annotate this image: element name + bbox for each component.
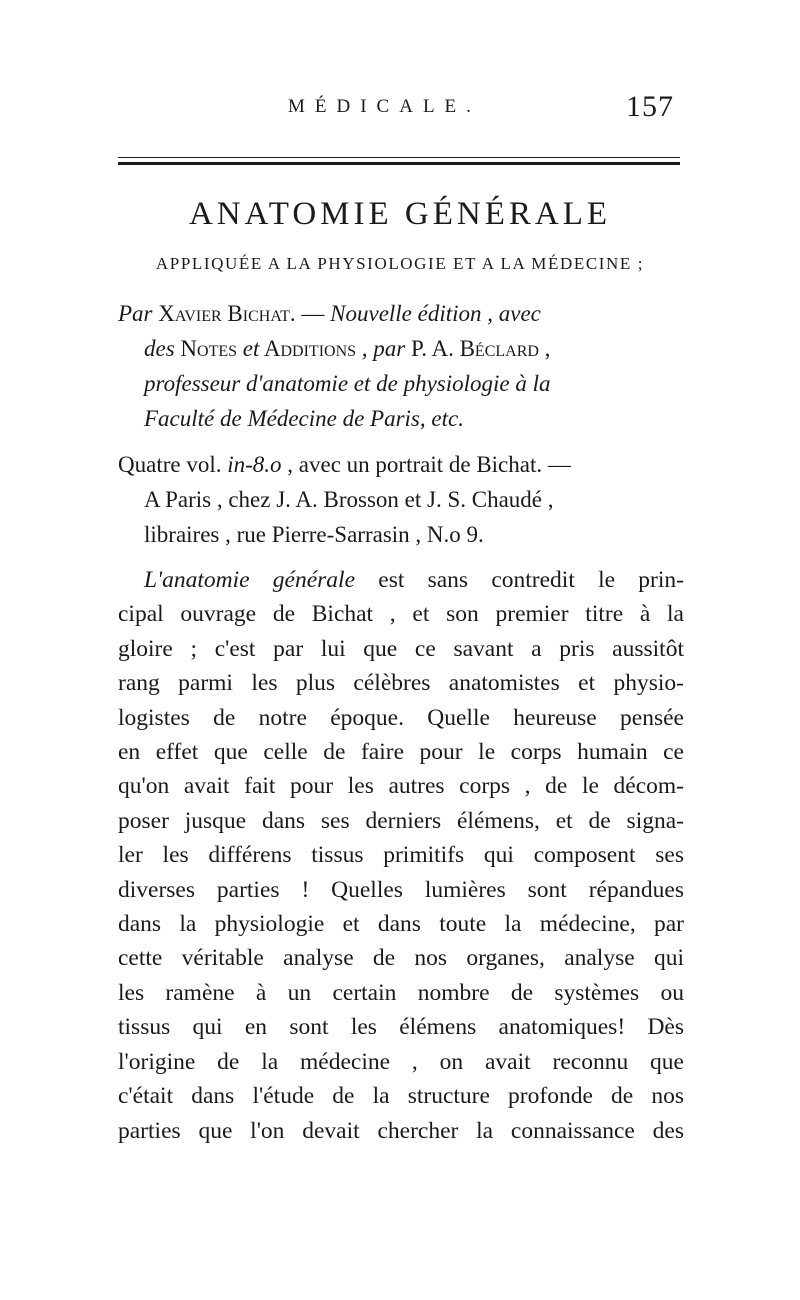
body-line-text: est sans contredit le prin- (355, 567, 684, 593)
body-line: c'était dans l'étude de la structure profonde de nos (118, 1083, 684, 1110)
running-title: MÉDICALE. (288, 96, 481, 117)
body-line: l'origine de la médecine , on avait reconnu que (118, 1048, 684, 1075)
citation-par2: , par (361, 336, 406, 361)
page-number: 157 (626, 90, 674, 123)
body-line (118, 563, 684, 597)
citation-par: Par (118, 301, 153, 326)
body-paragraph (118, 563, 684, 1148)
body-line: dans la physiologie et dans toute la médecine, par (118, 911, 684, 938)
citation-author: Xavier Bichat. — (152, 301, 331, 326)
citation-notes: Notes (174, 336, 243, 361)
citation-faculty: Faculté de Médecine de Paris, etc. (144, 406, 464, 431)
body-line: logistes de notre époque. Quelle heureuse pensée (118, 704, 684, 731)
citation-role: professeur d'anatomie et de physiologie à la (144, 371, 551, 396)
citation-line (118, 366, 684, 401)
body-line: ler les différens tissus primitifs qui composent ses (118, 842, 684, 869)
publication-volumes: Quatre vol. (118, 452, 228, 477)
body-line: les ramène à un certain nombre de systèmes ou (118, 979, 684, 1006)
body-line: cette véritable analyse de nos organes, analyse qui (118, 945, 684, 972)
body-line: cipal ouvrage de Bichat , et son premier titre à la (118, 601, 684, 628)
publication-format: in-8.o (227, 452, 282, 477)
body-line: parties que l'on devait chercher la connaissance des (118, 1117, 684, 1144)
book-title: ANATOMIE GÉNÉRALE (188, 196, 612, 232)
body-line: en effet que celle de faire pour le corps humain ce (118, 739, 684, 766)
citation-block (118, 296, 684, 436)
citation-et: et (242, 336, 260, 361)
body-line: qu'on avait fait pour les autres corps , de le décom- (118, 773, 684, 800)
publication-line (118, 447, 684, 482)
body-line: rang parmi les plus célèbres anatomistes et physio- (118, 670, 684, 697)
citation-line (118, 296, 684, 331)
body-line: gloire ; c'est par lui que ce savant a pris aussitôt (118, 635, 684, 662)
body-line: poser jusque dans ses derniers élémens, et de signa- (118, 807, 684, 834)
book-subtitle: APPLIQUÉE A LA PHYSIOLOGIE ET A LA MÉDECINE ; (155, 254, 645, 273)
body-italic-title: L'anatomie générale (144, 567, 356, 593)
body-line: diverses parties ! Quelles lumières sont répandues (118, 876, 684, 903)
citation-line (118, 401, 684, 436)
citation-additions: Additions (259, 336, 362, 361)
header-rule-thick (118, 162, 680, 165)
running-head (120, 92, 680, 132)
body-line: tissus qui en sont les élémens anatomiques! Dès (118, 1014, 684, 1041)
header-rule-thin (118, 157, 680, 158)
publication-block (118, 447, 684, 552)
citation-des: des (144, 336, 175, 361)
citation-line (118, 331, 684, 366)
citation-edition: Nouvelle édition , avec (330, 301, 541, 326)
publication-line: libraires , rue Pierre-Sarrasin , N.o 9. (144, 522, 484, 547)
publication-portrait: , avec un portrait de Bichat. — (281, 452, 571, 477)
citation-editor: P. A. Béclard , (405, 336, 551, 361)
publication-line: A Paris , chez J. A. Brosson et J. S. Chaudé , (144, 487, 554, 512)
